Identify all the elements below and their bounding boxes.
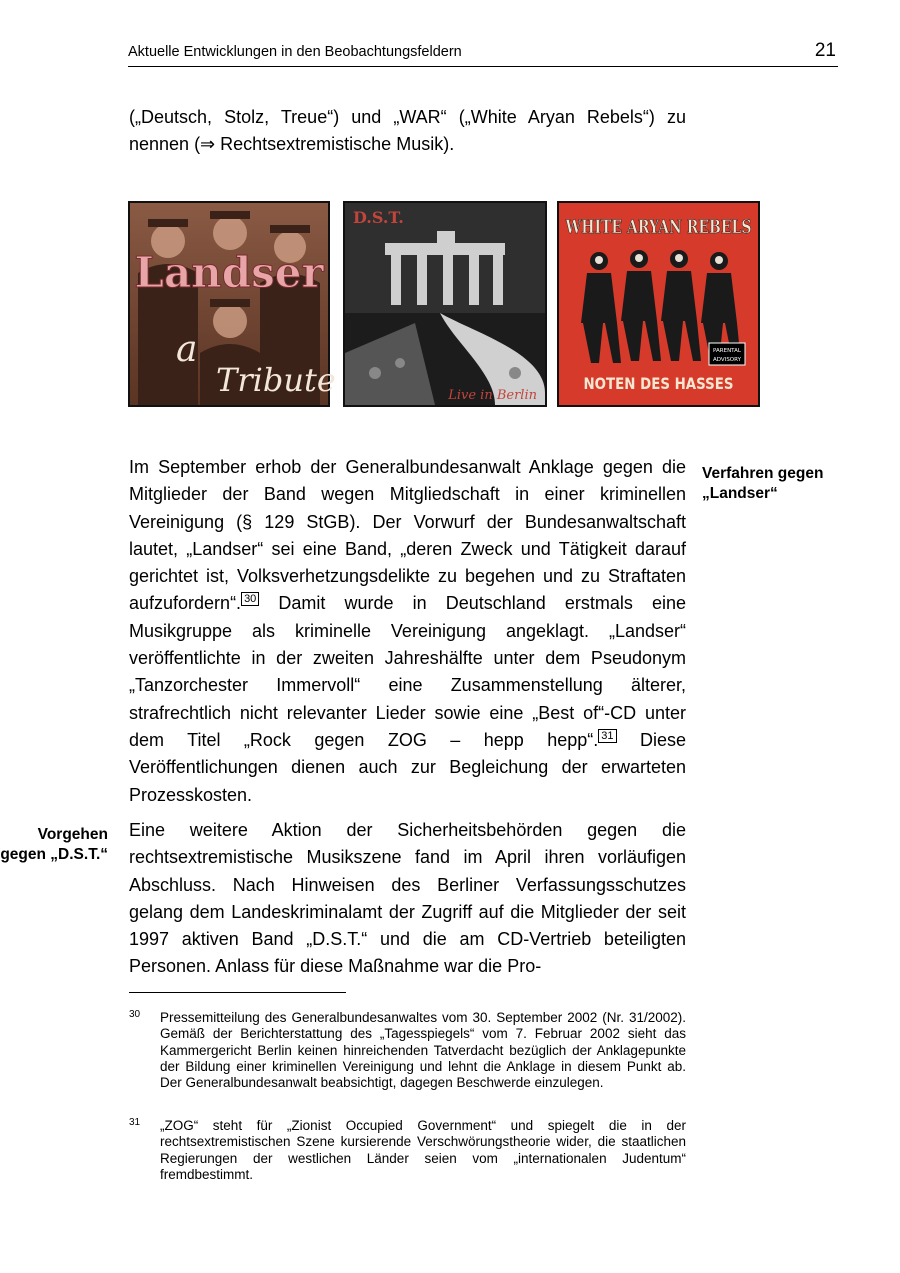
- paragraph-landser: Im September erhob der Generalbundesanwalt Anklage gegen die Mitglieder der Band wegen Mitgliedschaft in einer kriminellen Vereinigung (§ 129 StGB). Der Vorwurf der Bundesanwaltschaft lautet, „Landser“ sei eine Band, „deren Zweck und Tätigkeit darauf gerichtet ist, Volksverhetzungsdelikte zu begehen und zu Straftaten aufzufordern“. $^{30}$ Damit wurde in Deutschland erstmals eine Musikgruppe als kriminelle Vereinigung angeklagt. „Landser“ veröffentlichte in der zweiten Jahreshälfte unter dem Pseudonym „Tanzorchester Immervoll“ eine Zusammenstellung älterer, strafrechtlich nicht relevanter Lieder sowie eine „Best of“-CD unter dem Titel „Rock gegen ZOG – hepp hepp“. $^{31}$ Diese Veröffentlichungen dienen auch zur Begleichung der erwarteten Prozesskosten.: [129, 457, 686, 805]
- war-caption: NOTEN DES HASSES: [583, 374, 734, 393]
- footnote-separator: [129, 992, 346, 993]
- page-header: [128, 38, 838, 67]
- dst-title: D.S.T.: [353, 208, 404, 227]
- war-title: WHITE ARYAN REBELS: [564, 216, 752, 238]
- badge-bottom: ADVISORY: [713, 357, 741, 363]
- footnote-number: 30: [129, 1009, 141, 1020]
- intro-paragraph: („Deutsch, Stolz, Treue“) und „WAR“ („White Aryan Rebels“) zu nennen (⇒ Rechtsextremistische Musik).: [129, 107, 686, 155]
- landser-title: Landser: [134, 248, 324, 297]
- footnote-ref-30[interactable]: 30: [241, 592, 259, 606]
- landser-subtitle-a: a: [176, 329, 198, 370]
- footnote-30: [129, 1010, 686, 1091]
- landser-cover-art: [130, 203, 336, 405]
- margin-note-dst: Vorgehen gegen „D.S.T.“: [0, 826, 108, 863]
- landser-subtitle: Tribute: [216, 361, 336, 399]
- dst-cover: [343, 201, 547, 407]
- page-number: 21: [814, 40, 836, 61]
- war-cover: [557, 201, 760, 407]
- badge-top: PARENTAL: [713, 348, 741, 354]
- footnote-number: 31: [129, 1117, 141, 1128]
- landser-cover: [128, 201, 336, 407]
- footnote-text: Pressemitteilung des Generalbundesanwaltes vom 30. September 2002 (Nr. 31/2002). Gemäß der Berichterstattung des „Tagesspiegels“ vom 7. Februar 2002 sieht das Kammergericht Berlin keinen hinreichenden Tatverdacht bezüglich der Anklagepunkte der Bildung einer kriminellen Vereinigung und lehnt die Anklage in diesem Punkt ab. Der Generalbundesanwalt beabsichtigt, dagegen Beschwerde einzulegen.: [160, 1010, 686, 1091]
- footnote-text: „ZOG“ steht für „Zionist Occupied Government“ und spiegelt die in der rechtsextremistischen Szene kursierende Verschwörungstheorie wider, die staatlichen Regierungen der westlichen Länder seien vom „internationalen Judentum“ fremdbestimmt.: [160, 1118, 686, 1182]
- margin-note-landser: Verfahren gegen „Landser“: [702, 465, 824, 502]
- header-title: Aktuelle Entwicklungen in den Beobachtungsfeldern: [128, 44, 462, 60]
- footnote-ref-31[interactable]: 31: [598, 729, 616, 743]
- war-cover-art: [559, 203, 758, 405]
- parental-advisory-badge: [709, 343, 745, 365]
- dst-caption: Live in Berlin: [448, 388, 537, 403]
- dst-cover-art: [345, 203, 545, 405]
- paragraph-dst: Eine weitere Aktion der Sicherheitsbehörden gegen die rechtsextremistische Musikszene fand im April ihren vorläufigen Abschluss. Nach Hinweisen des Berliner Verfassungsschutzes gelang dem Landeskriminalamt der Zugriff auf die Mitglieder der seit 1997 aktiven Band „D.S.T.“ und die am CD-Vertrieb beteiligten Personen. Anlass für diese Maßnahme war die Pro-: [129, 820, 686, 977]
- footnote-31: [129, 1118, 686, 1183]
